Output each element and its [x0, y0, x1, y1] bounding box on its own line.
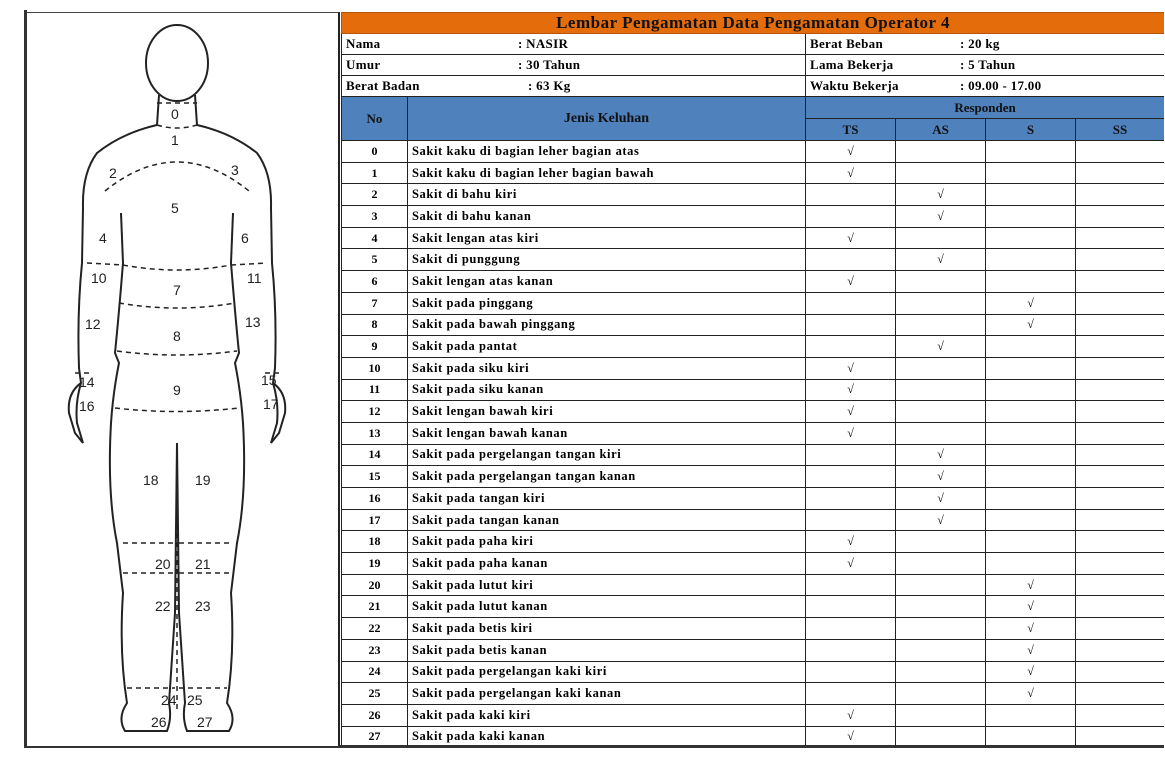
header-ss: SS — [1076, 119, 1165, 141]
header-s: S — [986, 119, 1076, 141]
response-cell-ss — [1076, 227, 1165, 249]
region-label-18: 18 — [143, 472, 159, 488]
observation-sheet — [341, 12, 1164, 746]
response-cell-ss — [1076, 162, 1165, 184]
row-number: 8 — [342, 314, 408, 336]
complaint-label: Sakit pada siku kiri — [408, 357, 806, 379]
header-responden: Responden — [806, 97, 1165, 119]
row-number: 20 — [342, 574, 408, 596]
response-cell-s: √ — [986, 661, 1076, 683]
response-cell-ts: √ — [806, 379, 896, 401]
response-cell-ss — [1076, 553, 1165, 575]
region-label-14: 14 — [79, 374, 95, 390]
response-cell-ss — [1076, 704, 1165, 726]
table-row — [342, 292, 1165, 314]
response-cell-ss — [1076, 314, 1165, 336]
response-cell-as — [896, 618, 986, 640]
lama-bekerja-value: : 5 Tahun — [960, 57, 1016, 72]
complaint-label: Sakit lengan bawah kiri — [408, 401, 806, 423]
region-label-3: 3 — [231, 162, 239, 178]
info-umur — [342, 55, 806, 76]
response-cell-ts — [806, 292, 896, 314]
body-map-illustration — [27, 13, 340, 747]
response-cell-ss — [1076, 444, 1165, 466]
body-map-figure — [27, 12, 340, 746]
response-cell-as — [896, 704, 986, 726]
table-row — [342, 206, 1165, 228]
table-row — [342, 596, 1165, 618]
complaint-label: Sakit pada pergelangan tangan kanan — [408, 466, 806, 488]
row-number: 18 — [342, 531, 408, 553]
response-cell-ss — [1076, 271, 1165, 293]
info-berat-badan — [342, 76, 806, 97]
row-number: 0 — [342, 141, 408, 163]
complaint-label: Sakit pada kaki kiri — [408, 704, 806, 726]
table-row — [342, 184, 1165, 206]
region-label-25: 25 — [187, 692, 203, 708]
response-cell-as — [896, 726, 986, 746]
response-cell-as — [896, 141, 986, 163]
info-berat-beban — [806, 34, 1165, 55]
response-cell-ss — [1076, 357, 1165, 379]
row-number: 26 — [342, 704, 408, 726]
table-row — [342, 379, 1165, 401]
response-cell-ts — [806, 314, 896, 336]
response-cell-as — [896, 574, 986, 596]
sheet-title: Lembar Pengamatan Data Pengamatan Operator 4 — [342, 13, 1165, 34]
region-label-16: 16 — [79, 398, 95, 414]
response-cell-s — [986, 444, 1076, 466]
response-cell-as — [896, 531, 986, 553]
response-cell-ss — [1076, 401, 1165, 423]
response-cell-ts — [806, 574, 896, 596]
region-label-26: 26 — [151, 714, 167, 730]
response-cell-ss — [1076, 184, 1165, 206]
response-cell-ts — [806, 249, 896, 271]
region-label-11: 11 — [247, 270, 262, 286]
region-label-7: 7 — [173, 282, 181, 298]
table-row — [342, 683, 1165, 705]
umur-label: Umur — [346, 57, 381, 72]
response-cell-ts: √ — [806, 357, 896, 379]
response-cell-as: √ — [896, 336, 986, 358]
info-nama — [342, 34, 806, 55]
header-as: AS — [896, 119, 986, 141]
response-cell-ts — [806, 683, 896, 705]
region-label-24: 24 — [161, 692, 177, 708]
response-cell-as — [896, 639, 986, 661]
table-row — [342, 271, 1165, 293]
response-cell-s — [986, 249, 1076, 271]
response-cell-ss — [1076, 141, 1165, 163]
response-cell-ts: √ — [806, 162, 896, 184]
row-number: 5 — [342, 249, 408, 271]
response-cell-s: √ — [986, 596, 1076, 618]
complaint-label: Sakit di bahu kiri — [408, 184, 806, 206]
berat-beban-label: Berat Beban — [810, 36, 883, 51]
table-row — [342, 661, 1165, 683]
response-cell-as — [896, 401, 986, 423]
complaint-label: Sakit pada lutut kiri — [408, 574, 806, 596]
complaint-label: Sakit lengan bawah kanan — [408, 422, 806, 444]
berat-badan-label: Berat Badan — [346, 78, 420, 93]
info-lama-bekerja — [806, 55, 1165, 76]
row-number: 16 — [342, 488, 408, 510]
response-cell-s — [986, 704, 1076, 726]
response-cell-s — [986, 271, 1076, 293]
region-label-1: 1 — [171, 132, 179, 148]
response-cell-ss — [1076, 661, 1165, 683]
response-cell-ss — [1076, 422, 1165, 444]
table-row — [342, 162, 1165, 184]
response-cell-as — [896, 553, 986, 575]
response-cell-ts — [806, 618, 896, 640]
response-cell-as — [896, 683, 986, 705]
region-label-17: 17 — [263, 396, 279, 412]
response-cell-s: √ — [986, 618, 1076, 640]
complaint-label: Sakit pada tangan kanan — [408, 509, 806, 531]
row-number: 14 — [342, 444, 408, 466]
region-label-10: 10 — [91, 270, 107, 286]
complaint-label: Sakit pada bawah pinggang — [408, 314, 806, 336]
region-label-12: 12 — [85, 316, 101, 332]
complaint-label: Sakit lengan atas kiri — [408, 227, 806, 249]
response-cell-ts: √ — [806, 401, 896, 423]
response-cell-s — [986, 206, 1076, 228]
region-label-9: 9 — [173, 382, 181, 398]
response-cell-ss — [1076, 596, 1165, 618]
response-cell-ts: √ — [806, 141, 896, 163]
region-label-13: 13 — [245, 314, 261, 330]
response-cell-as — [896, 292, 986, 314]
info-waktu-bekerja — [806, 76, 1165, 97]
response-cell-s — [986, 141, 1076, 163]
table-row — [342, 336, 1165, 358]
table-row — [342, 422, 1165, 444]
row-number: 25 — [342, 683, 408, 705]
umur-value: : 30 Tahun — [518, 57, 581, 72]
complaint-label: Sakit pada paha kiri — [408, 531, 806, 553]
row-number: 10 — [342, 357, 408, 379]
response-cell-ts: √ — [806, 227, 896, 249]
nama-value: : NASIR — [518, 36, 569, 51]
response-cell-ts — [806, 509, 896, 531]
response-cell-ts: √ — [806, 726, 896, 746]
complaint-label: Sakit di bahu kanan — [408, 206, 806, 228]
response-cell-ss — [1076, 336, 1165, 358]
region-label-15: 15 — [261, 372, 277, 388]
response-cell-as — [896, 357, 986, 379]
response-cell-ts — [806, 466, 896, 488]
response-cell-ss — [1076, 574, 1165, 596]
response-cell-s — [986, 466, 1076, 488]
response-cell-s — [986, 357, 1076, 379]
row-number: 11 — [342, 379, 408, 401]
complaint-label: Sakit pada pantat — [408, 336, 806, 358]
response-cell-ss — [1076, 531, 1165, 553]
berat-badan-value: : 63 Kg — [528, 78, 571, 93]
row-number: 21 — [342, 596, 408, 618]
response-cell-s — [986, 726, 1076, 746]
row-number: 22 — [342, 618, 408, 640]
row-number: 7 — [342, 292, 408, 314]
complaint-label: Sakit pada lutut kanan — [408, 596, 806, 618]
complaint-label: Sakit lengan atas kanan — [408, 271, 806, 293]
response-cell-ss — [1076, 249, 1165, 271]
response-cell-as: √ — [896, 466, 986, 488]
response-cell-ss — [1076, 292, 1165, 314]
response-cell-ts — [806, 488, 896, 510]
complaint-label: Sakit di punggung — [408, 249, 806, 271]
response-cell-as — [896, 227, 986, 249]
response-cell-as — [896, 271, 986, 293]
response-cell-s: √ — [986, 683, 1076, 705]
complaint-label: Sakit kaku di bagian leher bagian atas — [408, 141, 806, 163]
complaint-label: Sakit kaku di bagian leher bagian bawah — [408, 162, 806, 184]
waktu-bekerja-label: Waktu Bekerja — [810, 78, 899, 93]
response-cell-s — [986, 379, 1076, 401]
region-label-27: 27 — [197, 714, 213, 730]
header-jenis-keluhan: Jenis Keluhan — [408, 97, 806, 141]
region-label-21: 21 — [195, 556, 211, 572]
response-cell-as: √ — [896, 444, 986, 466]
response-cell-ts: √ — [806, 422, 896, 444]
response-cell-s: √ — [986, 574, 1076, 596]
table-row — [342, 249, 1165, 271]
response-cell-s — [986, 488, 1076, 510]
response-cell-ts: √ — [806, 271, 896, 293]
row-number: 6 — [342, 271, 408, 293]
response-cell-as — [896, 379, 986, 401]
row-number: 12 — [342, 401, 408, 423]
response-cell-ts — [806, 596, 896, 618]
nama-label: Nama — [346, 36, 381, 51]
response-cell-ts — [806, 444, 896, 466]
table-row — [342, 553, 1165, 575]
complaint-label: Sakit pada betis kiri — [408, 618, 806, 640]
table-row — [342, 726, 1165, 746]
row-number: 2 — [342, 184, 408, 206]
complaint-label: Sakit pada betis kanan — [408, 639, 806, 661]
complaint-label: Sakit pada tangan kiri — [408, 488, 806, 510]
response-cell-ss — [1076, 379, 1165, 401]
response-cell-as — [896, 162, 986, 184]
response-cell-ss — [1076, 206, 1165, 228]
region-label-0: 0 — [171, 106, 179, 122]
table-row — [342, 509, 1165, 531]
response-cell-s — [986, 162, 1076, 184]
complaint-label: Sakit pada kaki kanan — [408, 726, 806, 746]
region-label-4: 4 — [99, 230, 107, 246]
region-label-6: 6 — [241, 230, 249, 246]
response-cell-as: √ — [896, 206, 986, 228]
row-number: 9 — [342, 336, 408, 358]
complaint-label: Sakit pada pinggang — [408, 292, 806, 314]
complaint-label: Sakit pada pergelangan tangan kiri — [408, 444, 806, 466]
response-cell-as — [896, 661, 986, 683]
response-cell-s — [986, 509, 1076, 531]
table-row — [342, 704, 1165, 726]
response-cell-ts — [806, 336, 896, 358]
row-number: 4 — [342, 227, 408, 249]
response-cell-s: √ — [986, 639, 1076, 661]
response-cell-s: √ — [986, 292, 1076, 314]
response-cell-s: √ — [986, 314, 1076, 336]
region-label-2: 2 — [109, 165, 117, 181]
response-cell-ss — [1076, 639, 1165, 661]
row-number: 3 — [342, 206, 408, 228]
response-cell-ts — [806, 206, 896, 228]
table-row — [342, 357, 1165, 379]
observation-table — [341, 12, 1164, 746]
waktu-bekerja-value: : 09.00 - 17.00 — [960, 78, 1042, 93]
response-cell-ss — [1076, 488, 1165, 510]
region-label-8: 8 — [173, 328, 181, 344]
table-row — [342, 639, 1165, 661]
response-cell-ss — [1076, 466, 1165, 488]
table-row — [342, 401, 1165, 423]
table-row — [342, 227, 1165, 249]
response-cell-s — [986, 184, 1076, 206]
body-map-region-labels — [79, 106, 279, 730]
response-cell-ss — [1076, 726, 1165, 746]
row-number: 1 — [342, 162, 408, 184]
response-cell-as: √ — [896, 488, 986, 510]
response-cell-as: √ — [896, 249, 986, 271]
row-number: 23 — [342, 639, 408, 661]
response-cell-as — [896, 596, 986, 618]
response-cell-s — [986, 401, 1076, 423]
table-row — [342, 314, 1165, 336]
row-number: 19 — [342, 553, 408, 575]
region-label-23: 23 — [195, 598, 211, 614]
row-number: 15 — [342, 466, 408, 488]
response-cell-ss — [1076, 683, 1165, 705]
response-cell-ss — [1076, 509, 1165, 531]
region-label-5: 5 — [171, 200, 179, 216]
response-cell-s — [986, 422, 1076, 444]
response-cell-as — [896, 422, 986, 444]
row-number: 27 — [342, 726, 408, 746]
response-cell-as: √ — [896, 509, 986, 531]
complaint-label: Sakit pada siku kanan — [408, 379, 806, 401]
table-row — [342, 141, 1165, 163]
response-cell-s — [986, 336, 1076, 358]
header-ts: TS — [806, 119, 896, 141]
row-number: 24 — [342, 661, 408, 683]
response-cell-s — [986, 531, 1076, 553]
region-label-22: 22 — [155, 598, 171, 614]
table-row — [342, 531, 1165, 553]
table-row — [342, 444, 1165, 466]
complaint-label: Sakit pada pergelangan kaki kanan — [408, 683, 806, 705]
complaint-rows — [342, 141, 1165, 747]
response-cell-s — [986, 553, 1076, 575]
row-number: 13 — [342, 422, 408, 444]
response-cell-s — [986, 227, 1076, 249]
table-row — [342, 574, 1165, 596]
response-cell-ts — [806, 184, 896, 206]
response-cell-ts — [806, 639, 896, 661]
response-cell-as — [896, 314, 986, 336]
region-label-19: 19 — [195, 472, 211, 488]
response-cell-as: √ — [896, 184, 986, 206]
complaint-label: Sakit pada paha kanan — [408, 553, 806, 575]
complaint-label: Sakit pada pergelangan kaki kiri — [408, 661, 806, 683]
table-row — [342, 488, 1165, 510]
row-number: 17 — [342, 509, 408, 531]
lama-bekerja-label: Lama Bekerja — [810, 57, 894, 72]
response-cell-ts: √ — [806, 531, 896, 553]
table-row — [342, 466, 1165, 488]
berat-beban-value: : 20 kg — [960, 36, 1000, 51]
response-cell-ss — [1076, 618, 1165, 640]
region-label-20: 20 — [155, 556, 171, 572]
table-row — [342, 618, 1165, 640]
header-no: No — [342, 97, 408, 141]
response-cell-ts: √ — [806, 553, 896, 575]
response-cell-ts: √ — [806, 704, 896, 726]
response-cell-ts — [806, 661, 896, 683]
